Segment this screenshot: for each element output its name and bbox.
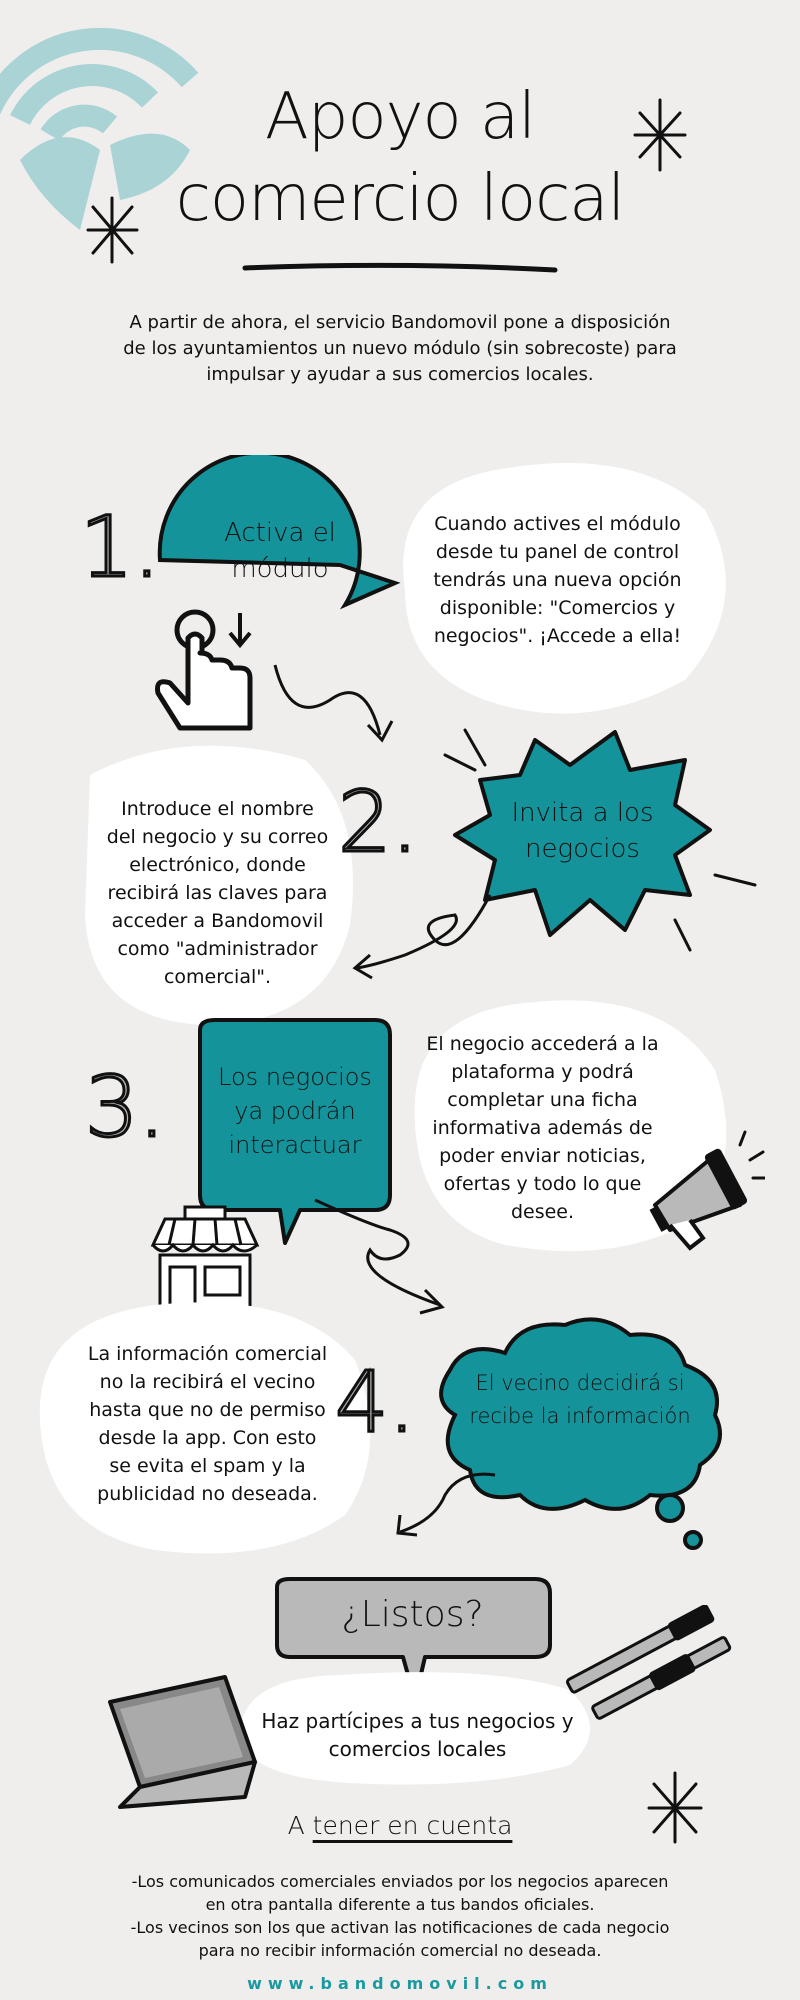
notes-item-2: -Los vecinos son los que activan las notificaciones de cada negocio para no recibir información comercial no deseada. xyxy=(130,1918,670,1960)
step-3-number: 3. xyxy=(85,1058,166,1156)
pens-icon xyxy=(565,1605,755,1730)
step-2-text: Introduce el nombre del negocio y su correo electrónico, donde recibirá las claves para acceder a Bandomovil como "administrador comercial". xyxy=(106,798,329,988)
step-4-heading: El vecino decidirá si recibe la información xyxy=(469,1371,691,1428)
megaphone-icon xyxy=(645,1130,765,1255)
ready-text: Haz partícipes a tus negocios y comercios locales xyxy=(261,1709,574,1761)
hand-click-icon xyxy=(150,608,260,738)
title-underline xyxy=(240,258,560,278)
step-3-text: El negocio accederá a la plataforma y podrá completar una ficha informativa además de poder enviar noticias, ofertas y todo lo que desee. xyxy=(426,1033,659,1223)
step-4-text: La información comercial no la recibirá el vecino hasta que no de permiso desde la app. Con esto se evita el spam y la publicidad no deseada. xyxy=(87,1343,328,1505)
step-3-heading: Los negocios ya podrán interactuar xyxy=(218,1063,372,1159)
ready-heading: ¿Listos? xyxy=(341,1594,484,1635)
step-2-number: 2. xyxy=(338,773,419,871)
page-title: Apoyo al xyxy=(265,80,535,154)
laptop-icon xyxy=(95,1672,270,1812)
notes-heading: tener en cuenta xyxy=(312,1811,513,1840)
step-1-number: 1. xyxy=(80,498,161,596)
footer-website-link[interactable]: www.bandomovil.com xyxy=(247,1974,553,1993)
step-1-heading: Activa el módulo xyxy=(224,518,336,584)
notes-item-1: -Los comunicados comerciales enviados por los negocios aparecen en otra pantalla diferente a tus bandos oficiales. xyxy=(131,1872,669,1914)
step-1-text: Cuando actives el módulo desde tu panel de control tendrás una nueva opción disponible: "Comercios y negocios". ¡Accede a ella! xyxy=(433,513,682,647)
notes-prefix: A xyxy=(287,1811,313,1840)
arrow-icon xyxy=(345,890,495,980)
page-title-line2: comercio local xyxy=(175,162,625,236)
notes-title xyxy=(0,1810,800,1842)
intro-text: A partir de ahora, el servicio Bandomovil pone a disposición de los ayuntamientos un nuevo módulo (sin sobrecoste) para impulsar y ayudar a sus comercios locales. xyxy=(123,312,677,385)
arrow-icon xyxy=(390,1470,500,1540)
step-4-number: 4. xyxy=(335,1353,416,1451)
step-2-heading: Invita a los negocios xyxy=(511,798,654,864)
